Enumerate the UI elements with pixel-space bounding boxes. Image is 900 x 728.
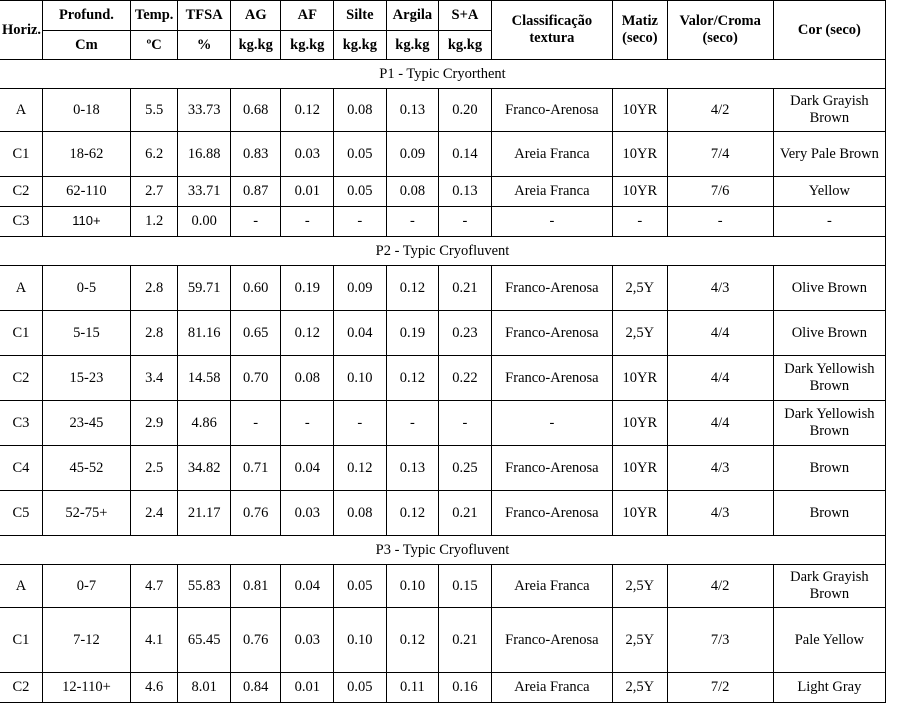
cell-af: 0.03 (281, 132, 334, 177)
col-af-header: AF (281, 1, 334, 31)
cell-matiz: 10YR (613, 356, 668, 401)
cell-profund: 45-52 (42, 446, 130, 491)
col-horiz-header: Horiz. (0, 1, 42, 60)
cell-silte: - (334, 207, 387, 237)
table-row (0, 565, 886, 608)
cell-ag: 0.84 (230, 673, 281, 703)
table-row (0, 401, 886, 446)
cell-textura: Franco-Arenosa (491, 491, 612, 536)
section-title-row (0, 536, 886, 565)
table-row (0, 177, 886, 207)
unit-ag: kg.kg (230, 31, 281, 60)
cell-valor: 7/2 (667, 673, 773, 703)
cell-tfsa: 34.82 (178, 446, 231, 491)
table-row (0, 207, 886, 237)
col-textura-header: Classificação textura (491, 1, 612, 60)
cell-sa: 0.21 (439, 491, 492, 536)
cell-af: 0.08 (281, 356, 334, 401)
cell-silte: 0.04 (334, 311, 387, 356)
cell-temp: 4.7 (130, 565, 178, 608)
cell-argila: - (386, 207, 439, 237)
cell-horiz: C1 (0, 132, 42, 177)
cell-tfsa: 14.58 (178, 356, 231, 401)
col-profund-header: Profund. (42, 1, 130, 31)
cell-sa: - (439, 401, 492, 446)
cell-cor: Yellow (773, 177, 885, 207)
cell-tfsa: 55.83 (178, 565, 231, 608)
cell-cor: Dark Yellowish Brown (773, 401, 885, 446)
cell-textura: Areia Franca (491, 132, 612, 177)
section-title: P1 - Typic Cryorthent (0, 60, 886, 89)
col-matiz-header: Matiz (seco) (613, 1, 668, 60)
cell-valor: 4/4 (667, 356, 773, 401)
cell-silte: 0.08 (334, 491, 387, 536)
cell-horiz: C5 (0, 491, 42, 536)
cell-ag: 0.76 (230, 491, 281, 536)
cell-argila: 0.12 (386, 266, 439, 311)
cell-cor: Olive Brown (773, 266, 885, 311)
col-silte-header: Silte (334, 1, 387, 31)
cell-horiz: C1 (0, 311, 42, 356)
table-row (0, 266, 886, 311)
cell-textura: Franco-Arenosa (491, 356, 612, 401)
section-title: P3 - Typic Cryofluvent (0, 536, 886, 565)
cell-argila: 0.13 (386, 446, 439, 491)
cell-sa: 0.22 (439, 356, 492, 401)
cell-temp: 2.8 (130, 311, 178, 356)
section-title-row (0, 60, 886, 89)
cell-sa: 0.13 (439, 177, 492, 207)
table-row (0, 491, 886, 536)
cell-af: - (281, 401, 334, 446)
cell-valor: 7/6 (667, 177, 773, 207)
unit-profund: Cm (42, 31, 130, 60)
cell-tfsa: 33.73 (178, 89, 231, 132)
cell-temp: 5.5 (130, 89, 178, 132)
unit-temp: ºC (130, 31, 178, 60)
cell-af: 0.04 (281, 446, 334, 491)
cell-argila: 0.12 (386, 491, 439, 536)
col-tfsa-header: TFSA (178, 1, 231, 31)
cell-valor: 4/3 (667, 446, 773, 491)
table-row (0, 132, 886, 177)
cell-matiz: 10YR (613, 132, 668, 177)
cell-cor: Brown (773, 446, 885, 491)
cell-temp: 2.9 (130, 401, 178, 446)
cell-ag: 0.83 (230, 132, 281, 177)
cell-af: 0.03 (281, 491, 334, 536)
cell-temp: 4.6 (130, 673, 178, 703)
cell-tfsa: 21.17 (178, 491, 231, 536)
cell-sa: 0.20 (439, 89, 492, 132)
cell-textura: Areia Franca (491, 673, 612, 703)
cell-valor: 7/3 (667, 608, 773, 673)
cell-matiz: 10YR (613, 491, 668, 536)
cell-ag: 0.68 (230, 89, 281, 132)
cell-valor: 4/3 (667, 491, 773, 536)
cell-matiz: 2,5Y (613, 608, 668, 673)
cell-af: 0.04 (281, 565, 334, 608)
cell-argila: 0.09 (386, 132, 439, 177)
cell-silte: - (334, 401, 387, 446)
table-row (0, 311, 886, 356)
cell-ag: 0.76 (230, 608, 281, 673)
table-row (0, 608, 886, 673)
cell-argila: 0.12 (386, 608, 439, 673)
cell-argila: - (386, 401, 439, 446)
cell-sa: 0.25 (439, 446, 492, 491)
cell-sa: 0.21 (439, 608, 492, 673)
cell-ag: 0.65 (230, 311, 281, 356)
cell-af: 0.12 (281, 311, 334, 356)
cell-argila: 0.11 (386, 673, 439, 703)
cell-temp: 3.4 (130, 356, 178, 401)
cell-profund: 110+ (42, 207, 130, 237)
cell-horiz: C3 (0, 401, 42, 446)
cell-profund: 52-75+ (42, 491, 130, 536)
cell-ag: 0.71 (230, 446, 281, 491)
cell-cor: Pale Yellow (773, 608, 885, 673)
cell-silte: 0.10 (334, 356, 387, 401)
col-temp-header: Temp. (130, 1, 178, 31)
col-argila-header: Argila (386, 1, 439, 31)
cell-silte: 0.05 (334, 673, 387, 703)
cell-sa: 0.21 (439, 266, 492, 311)
cell-horiz: C3 (0, 207, 42, 237)
table-row (0, 673, 886, 703)
cell-temp: 2.5 (130, 446, 178, 491)
cell-cor: Brown (773, 491, 885, 536)
cell-matiz: 10YR (613, 177, 668, 207)
cell-textura: - (491, 207, 612, 237)
table-row (0, 356, 886, 401)
cell-tfsa: 16.88 (178, 132, 231, 177)
cell-ag: 0.81 (230, 565, 281, 608)
cell-af: 0.01 (281, 177, 334, 207)
cell-textura: Franco-Arenosa (491, 608, 612, 673)
cell-matiz: 10YR (613, 446, 668, 491)
cell-ag: - (230, 207, 281, 237)
cell-matiz: 2,5Y (613, 673, 668, 703)
cell-ag: - (230, 401, 281, 446)
cell-tfsa: 59.71 (178, 266, 231, 311)
cell-tfsa: 33.71 (178, 177, 231, 207)
cell-valor: 7/4 (667, 132, 773, 177)
cell-ag: 0.70 (230, 356, 281, 401)
cell-tfsa: 8.01 (178, 673, 231, 703)
cell-tfsa: 81.16 (178, 311, 231, 356)
cell-temp: 2.4 (130, 491, 178, 536)
cell-matiz: 10YR (613, 401, 668, 446)
unit-sa: kg.kg (439, 31, 492, 60)
cell-horiz: A (0, 565, 42, 608)
section-title-row (0, 237, 886, 266)
cell-profund: 15-23 (42, 356, 130, 401)
col-sa-header: S+A (439, 1, 492, 31)
col-ag-header: AG (230, 1, 281, 31)
cell-valor: 4/4 (667, 311, 773, 356)
cell-temp: 2.7 (130, 177, 178, 207)
cell-argila: 0.12 (386, 356, 439, 401)
cell-valor: 4/3 (667, 266, 773, 311)
cell-silte: 0.05 (334, 132, 387, 177)
table-row (0, 89, 886, 132)
cell-textura: - (491, 401, 612, 446)
cell-cor: Light Gray (773, 673, 885, 703)
cell-ag: 0.60 (230, 266, 281, 311)
col-cor-header: Cor (seco) (773, 1, 885, 60)
cell-argila: 0.19 (386, 311, 439, 356)
cell-horiz: A (0, 266, 42, 311)
cell-cor: Olive Brown (773, 311, 885, 356)
table-body (0, 60, 886, 703)
cell-cor: Dark Grayish Brown (773, 89, 885, 132)
cell-cor: Very Pale Brown (773, 132, 885, 177)
cell-textura: Franco-Arenosa (491, 266, 612, 311)
cell-profund: 18-62 (42, 132, 130, 177)
cell-sa: - (439, 207, 492, 237)
cell-sa: 0.14 (439, 132, 492, 177)
cell-textura: Areia Franca (491, 177, 612, 207)
cell-tfsa: 0.00 (178, 207, 231, 237)
cell-af: 0.03 (281, 608, 334, 673)
col-valor-header: Valor/Croma (seco) (667, 1, 773, 60)
cell-af: - (281, 207, 334, 237)
cell-horiz: A (0, 89, 42, 132)
unit-argila: kg.kg (386, 31, 439, 60)
cell-silte: 0.10 (334, 608, 387, 673)
cell-matiz: 2,5Y (613, 266, 668, 311)
cell-profund: 7-12 (42, 608, 130, 673)
cell-textura: Franco-Arenosa (491, 311, 612, 356)
cell-horiz: C2 (0, 673, 42, 703)
cell-textura: Areia Franca (491, 565, 612, 608)
cell-valor: 4/4 (667, 401, 773, 446)
cell-matiz: 2,5Y (613, 311, 668, 356)
table-row (0, 446, 886, 491)
cell-matiz: - (613, 207, 668, 237)
cell-silte: 0.05 (334, 177, 387, 207)
cell-profund: 0-7 (42, 565, 130, 608)
cell-horiz: C2 (0, 356, 42, 401)
cell-profund: 0-18 (42, 89, 130, 132)
cell-argila: 0.10 (386, 565, 439, 608)
cell-argila: 0.08 (386, 177, 439, 207)
cell-af: 0.12 (281, 89, 334, 132)
cell-temp: 2.8 (130, 266, 178, 311)
cell-sa: 0.15 (439, 565, 492, 608)
cell-ag: 0.87 (230, 177, 281, 207)
unit-tfsa: % (178, 31, 231, 60)
cell-textura: Franco-Arenosa (491, 446, 612, 491)
cell-horiz: C2 (0, 177, 42, 207)
cell-cor: Dark Grayish Brown (773, 565, 885, 608)
cell-profund: 5-15 (42, 311, 130, 356)
section-title: P2 - Typic Cryofluvent (0, 237, 886, 266)
cell-matiz: 10YR (613, 89, 668, 132)
cell-horiz: C4 (0, 446, 42, 491)
cell-profund: 62-110 (42, 177, 130, 207)
cell-temp: 6.2 (130, 132, 178, 177)
cell-silte: 0.08 (334, 89, 387, 132)
cell-matiz: 2,5Y (613, 565, 668, 608)
cell-af: 0.19 (281, 266, 334, 311)
cell-cor: - (773, 207, 885, 237)
cell-profund: 12-110+ (42, 673, 130, 703)
cell-sa: 0.23 (439, 311, 492, 356)
cell-tfsa: 65.45 (178, 608, 231, 673)
cell-temp: 4.1 (130, 608, 178, 673)
cell-af: 0.01 (281, 673, 334, 703)
cell-profund: 0-5 (42, 266, 130, 311)
cell-sa: 0.16 (439, 673, 492, 703)
cell-silte: 0.12 (334, 446, 387, 491)
unit-silte: kg.kg (334, 31, 387, 60)
cell-profund: 23-45 (42, 401, 130, 446)
unit-af: kg.kg (281, 31, 334, 60)
cell-silte: 0.05 (334, 565, 387, 608)
cell-valor: 4/2 (667, 89, 773, 132)
cell-cor: Dark Yellowish Brown (773, 356, 885, 401)
cell-temp: 1.2 (130, 207, 178, 237)
header-row-labels (0, 1, 886, 31)
cell-argila: 0.13 (386, 89, 439, 132)
cell-valor: 4/2 (667, 565, 773, 608)
cell-silte: 0.09 (334, 266, 387, 311)
cell-valor: - (667, 207, 773, 237)
cell-tfsa: 4.86 (178, 401, 231, 446)
cell-horiz: C1 (0, 608, 42, 673)
cell-textura: Franco-Arenosa (491, 89, 612, 132)
